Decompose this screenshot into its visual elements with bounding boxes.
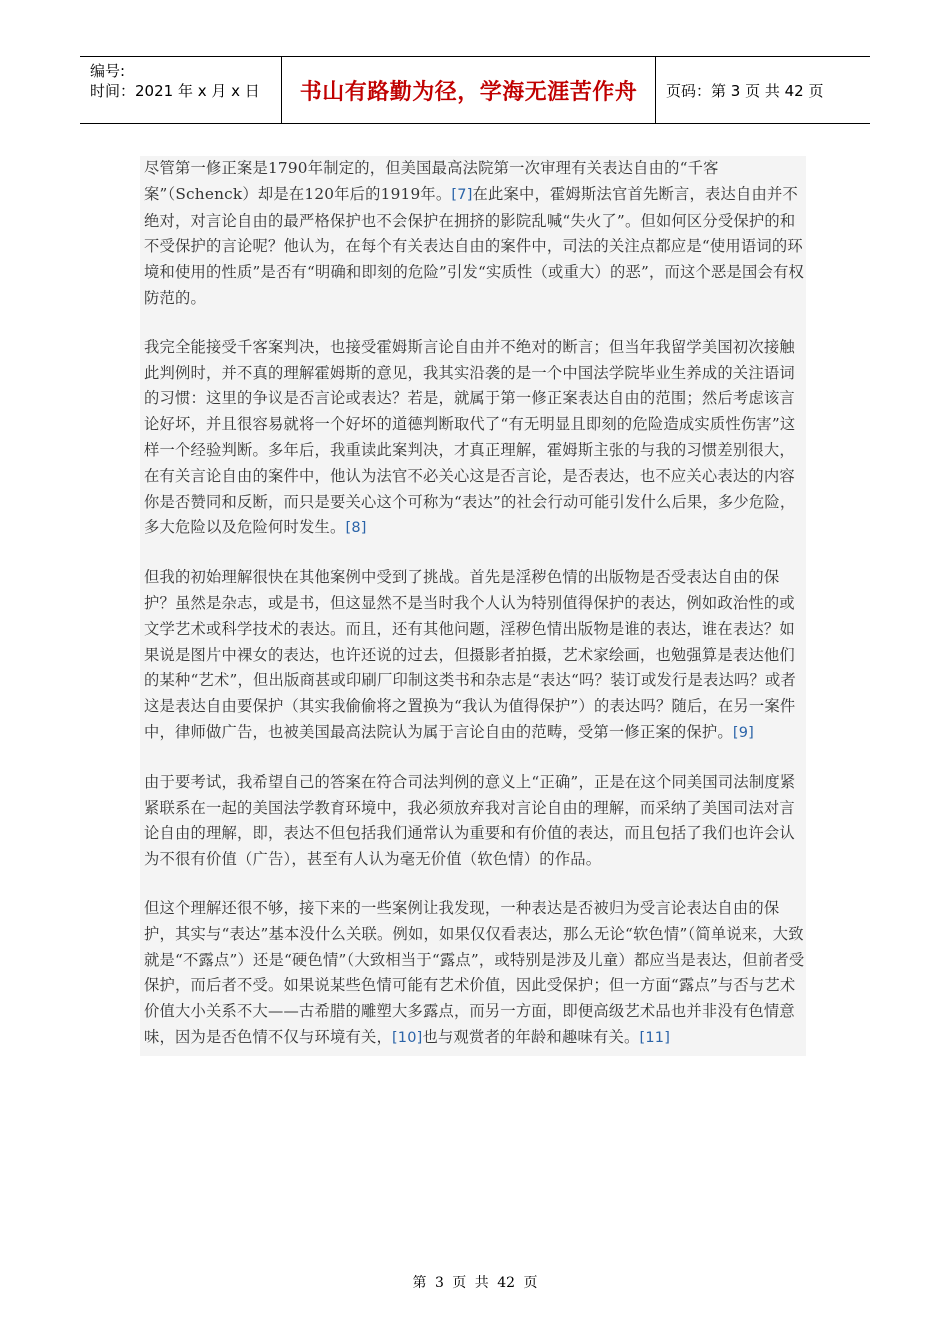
paragraph xyxy=(144,896,806,1052)
paragraph xyxy=(144,156,806,312)
paragraph-text: 由于要考试，我希望自己的答案在符合司法判例的意义上“正确”，正是在这个同美国司法制度紧紧联系在一起的美国法学教育环境中，我必须放弃我对言论自由的理解，而采纳了美国司法对言论自由的理解，即，表达不但包括我们通常认为重要和有价值的表达，而且包括了我们也许会认为不很有价值（广告），甚至有人认为毫无价值（软色情）的作品。 xyxy=(144,772,796,869)
footnote-link[interactable]: [8] xyxy=(345,520,367,537)
footnote-link[interactable]: [7] xyxy=(451,186,473,203)
paragraph-text: 我完全能接受千客案判决，也接受霍姆斯言论自由并不绝对的断言；但当年我留学美国初次接触此判例时，并不真的理解霍姆斯的意见，我其实沿袭的是一个中国法学院毕业生养成的关注语词的习惯：这里的争议是否言论或表达？若是，就属于第一修正案表达自由的范围；然后考虑该言论好坏，并且很容易就将一个好坏的道德判断取代了“有无明显且即刻的危险造成实质性伤害”这样一个经验判断。多年后，我重读此案判决，才真正理解，霍姆斯主张的与我的习惯差别很大，在有关言论自由的案件中，他认为法官不必关心这是否言论，是否表达，也不应关心表达的内容你是否赞同和反断，而只是要关心这个可称为“表达”的社会行动可能引发什么后果，多少危险，多大危险以及危险何时发生。 xyxy=(144,337,796,537)
paragraph-text: 但我的初始理解很快在其他案例中受到了挑战。首先是淫秽色情的出版物是否受表达自由的保护？虽然是杂志，或是书，但这显然不是当时我个人认为特别值得保护的表达，例如政治性的或文学艺术或科学技术的表达。而且，还有其他问题，淫秽色情出版物是谁的表达，谁在表达？如果说是图片中裸女的表达，也许还说的过去，但摄影者拍摄，艺术家绘画，也勉强算是表达他们的某种“艺术”，但出版商甚或印刷厂印制这类书和杂志是“表达“吗？装订或发行是表达吗？或者这是表达自由要保护（其实我偷偷将之置换为“我认为值得保护”）的表达吗？随后，在另一案件中，律师做广告，也被美国最高法院认为属于言论自由的范畴，受第一修正案的保护。 xyxy=(144,568,796,741)
article-body xyxy=(140,156,806,1056)
page-footer: 第 3 页 共 42 页 xyxy=(412,1275,538,1291)
header-meta xyxy=(80,57,282,123)
page-header xyxy=(80,56,870,124)
document-number-label: 编号: xyxy=(90,62,126,80)
document-date: 时间：2021 年 x 月 x 日 xyxy=(90,82,260,100)
paragraph-text: 也与观赏者的年龄和趣味有关。 xyxy=(422,1027,640,1046)
paragraph-text: 但这个理解还很不够，接下来的一些案例让我发现，一种表达是否被归为受言论表达自由的保护，其实与“表达”基本没什么关联。例如，如果仅仅看表达，那么无论“软色情”（简单说来，大致就是“不露点”）还是“硬色情”（大致相当于“露点”，或特别是涉及儿童）都应当是表达，但前者受保护，而后者不受。如果说某些色情可能有艺术价值，因此受保护；但一方面“露点”与否与艺术价值大小关系不大——古希腊的雕塑大多露点，而另一方面，即便高级艺术品也并非没有色情意味，因为是否色情不仅与环境有关， xyxy=(144,898,805,1046)
header-page-info: 页码：第 3 页 共 42 页 xyxy=(666,81,824,100)
paragraph-text: 尽管第一修正案是1790年制定的，但美国最高法院第一次审理有关表达自由的“千客案”（Schenck）却是在120年后的1919年。 xyxy=(144,159,719,203)
header-motto: 书山有路勤为径，学海无涯苦作舟 xyxy=(282,57,656,123)
paragraph-text: 在此案中，霍姆斯法官首先断言，表达自由并不绝对，对言论自由的最严格保护也不会保护在拥挤的影院乱喊“失火了”。但如何区分受保护的和不受保护的言论呢？他认为，在每个有关表达自由的案件中，司法的关注点都应是“使用语词的环境和使用的性质”是否有“明确和即刻的危险”引发“实质性（或重大）的恶”，而这个恶是国会有权防范的。 xyxy=(144,184,804,307)
footnote-link[interactable]: [10] xyxy=(391,1029,423,1046)
paragraph xyxy=(144,335,806,542)
footnote-link[interactable]: [11] xyxy=(639,1029,671,1046)
footnote-link[interactable]: [9] xyxy=(732,724,755,741)
paragraph xyxy=(144,770,806,873)
paragraph xyxy=(144,565,806,747)
